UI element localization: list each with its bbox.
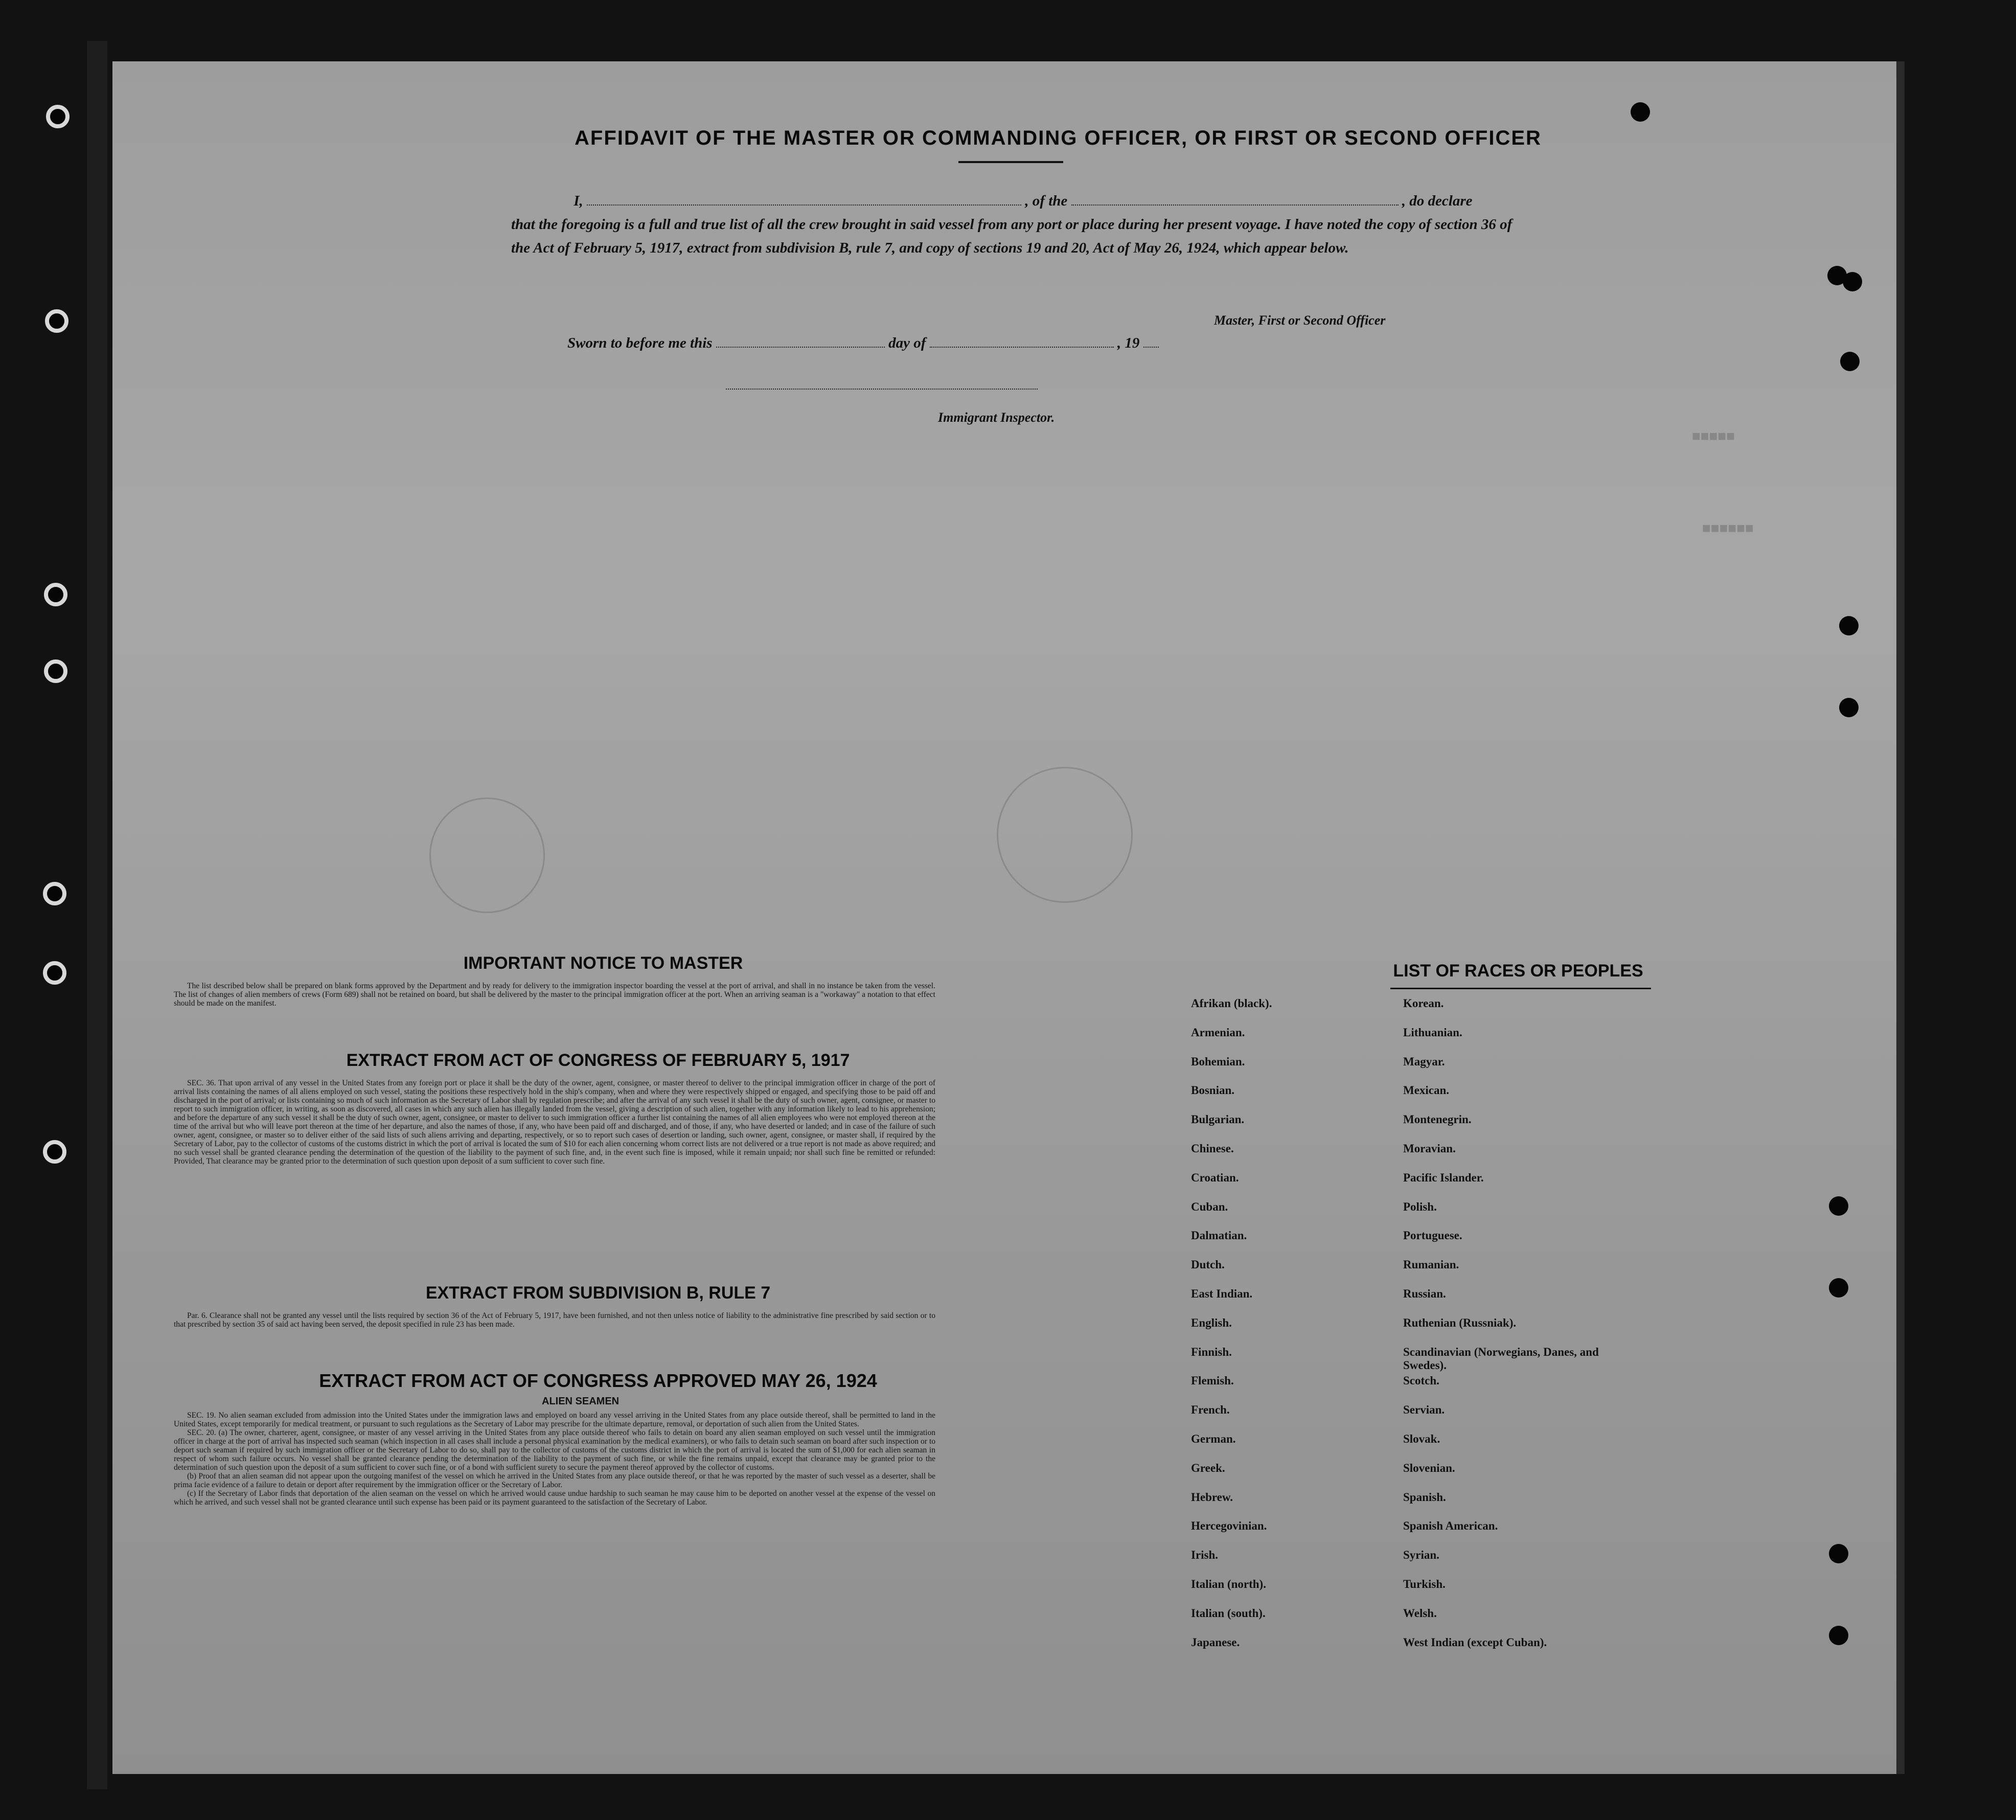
race-item: West Indian (except Cuban). xyxy=(1403,1635,1547,1649)
declaration-of-the: , of the xyxy=(1025,193,1068,209)
race-item: Magyar. xyxy=(1403,1055,1445,1068)
race-item: German. xyxy=(1191,1432,1236,1445)
race-item: Greek. xyxy=(1191,1461,1225,1474)
race-item: Servian. xyxy=(1403,1403,1445,1417)
faded-stamp xyxy=(429,798,545,913)
race-item: Bohemian. xyxy=(1191,1055,1245,1068)
punch-dot xyxy=(1829,1196,1848,1216)
affidavit-declaration xyxy=(511,189,1636,260)
punch-dot xyxy=(1840,352,1860,371)
binder-hole xyxy=(43,1140,66,1164)
sworn-prefix: Sworn to before me this xyxy=(567,335,713,351)
race-item: Finnish. xyxy=(1191,1345,1232,1358)
bleed-through-text: ■■■■■■ xyxy=(1702,521,1754,537)
races-column-1 xyxy=(1191,997,1395,1665)
race-item: Bulgarian. xyxy=(1191,1113,1245,1126)
sworn-month-blank xyxy=(930,347,1114,348)
race-item: Spanish. xyxy=(1403,1490,1446,1504)
punch-dot xyxy=(1839,698,1859,717)
sec20b-paragraph: (b) Proof that an alien seaman did not appear upon the outgoing manifest of the vessel on which he arrived in the United States from any place outside thereof, or that he was reported by the master of such vessel as a deserter, shall be prima facie evidence of a failure to detain or deport after requirement by the immigration officer or the Secretary of Labor. xyxy=(174,1472,935,1489)
race-item: Irish. xyxy=(1191,1549,1219,1562)
sworn-year-label: , 19 xyxy=(1117,335,1140,351)
race-item: Ruthenian (Russniak). xyxy=(1403,1316,1517,1329)
notice-paragraph: The list described below shall be prepared on blank forms approved by the Department and by ready for delivery to the immigration inspector boarding the vessel at the port of arrival, and shall in no instance be taken from the vessel. The list of changes of alien members of crews (Form 689) shall not be retained on board, but shall be delivered by the master to the principal immigration officer at the port. When an arriving seaman is a "workaway" a notation to that effect should be made on the manifest. xyxy=(174,982,935,1008)
race-item: Russian. xyxy=(1403,1287,1446,1300)
race-item: Welsh. xyxy=(1403,1606,1437,1620)
race-item: Flemish. xyxy=(1191,1374,1234,1387)
race-item: Slovak. xyxy=(1403,1432,1440,1445)
title-underline xyxy=(958,161,1063,163)
race-item: Hercegovinian. xyxy=(1191,1519,1267,1533)
binder-hole xyxy=(45,309,68,333)
race-item: Armenian. xyxy=(1191,1026,1245,1039)
binding-edge xyxy=(87,41,107,1789)
extract-1917-heading: EXTRACT FROM ACT OF CONGRESS OF FEBRUARY 5, 1917 xyxy=(346,1051,850,1070)
race-item: Croatian. xyxy=(1191,1171,1239,1184)
race-item: Dutch. xyxy=(1191,1258,1225,1271)
document-sheet xyxy=(112,61,1905,1774)
race-item: Turkish. xyxy=(1403,1577,1446,1590)
race-item: Pacific Islander. xyxy=(1403,1171,1484,1184)
sworn-year-blank xyxy=(1143,347,1159,348)
race-item: French. xyxy=(1191,1403,1230,1417)
race-item: Polish. xyxy=(1403,1200,1437,1213)
race-item: Japanese. xyxy=(1191,1635,1240,1649)
signature-label: Master, First or Second Officer xyxy=(1214,313,1386,328)
extract-1917-paragraph: SEC. 36. That upon arrival of any vessel in the United States from any foreign port or place it shall be the duty of the owner, agent, consignee, or master thereof to deliver to the principal immigration officer in charge of the port of arrival lists containing the names of all aliens employed on such vessel, stating the positions these respectively hold in the ship's company, when and where they were respectively shipped or engaged, and specifying those to be paid off and discharged in the port of arrival; or lists containing so much of such information as the Secretary of Labor shall by regulation prescribe; and after the arrival of any such vessel it shall be the duty of such owner, agent, consignee, or master to report to such immigration officer, in writing, as soon as discovered, all cases in which any such alien has illegally landed from the vessel, giving a description of such alien, together with any information likely to lead to his apprehension; and before the departure of any such vessel it shall be the duty of such owner, agent, consignee, or master to deliver to such immigration officer a further list containing the names of all alien employees who were not employed thereon at the time of the arrival but who will leave port thereon at the time of her departure, and also the names of those, if any, who have been paid off and discharged, and of those, if any, who have deserted or landed; and in case of the failure of such owner, agent, consignee, or master so to deliver either of the said lists of such aliens arriving and departing, respectively, or so to report such cases of desertion or landing, such owner, agent, consignee, or master shall, if required by the Secretary of Labor, pay to the collector of customs of the customs district in which the port of arrival is located the sum of $10 for each alien concerning whom correct lists are not delivered or a true report is not made as above required; and no such vessel shall be granted clearance pending the determination of the question of the liability to the payment of such fine, and, in the event such fine is imposed, while it remain unpaid; nor shall such fine be remitted or refunded: Provided, That clearance may be granted prior to the determination of such question upon deposit of a sum sufficient to cover such fine. xyxy=(174,1079,935,1166)
binder-hole xyxy=(43,882,66,905)
race-item: Mexican. xyxy=(1403,1084,1450,1097)
officer-name-blank xyxy=(587,204,1021,206)
punch-dot xyxy=(1843,272,1862,291)
races-heading: LIST OF RACES OR PEOPLES xyxy=(1393,961,1643,981)
notice-heading: IMPORTANT NOTICE TO MASTER xyxy=(463,953,743,973)
faded-stamp xyxy=(997,767,1133,903)
race-item: Hebrew. xyxy=(1191,1490,1233,1504)
race-item: Montenegrin. xyxy=(1403,1113,1472,1126)
declaration-i: I, xyxy=(574,193,583,209)
sworn-line xyxy=(567,335,1159,352)
extract-rule7-heading: EXTRACT FROM SUBDIVISION B, RULE 7 xyxy=(425,1283,771,1303)
race-item: East Indian. xyxy=(1191,1287,1253,1300)
sec20c-paragraph: (c) If the Secretary of Labor finds that deportation of the alien seaman on the vessel on which he arrived would cause undue hardship to such seaman he may cause him to be deported on another vessel at the expense of the vessel on which he arrived, and such vessel shall not be granted clearance until such expense has been paid or its payment guaranteed to the satisfaction of the Secretary of Labor. xyxy=(174,1489,935,1507)
race-item: Bosnian. xyxy=(1191,1084,1235,1097)
punch-dot xyxy=(1839,616,1859,635)
races-heading-underline xyxy=(1390,988,1651,989)
inspector-signature-blank xyxy=(726,389,1038,390)
race-item: Rumanian. xyxy=(1403,1258,1459,1271)
punch-dot xyxy=(1829,1278,1848,1298)
extract-1917-text xyxy=(174,1079,935,1166)
race-item: Scandinavian (Norwegians, Danes, and Swedes). xyxy=(1403,1345,1599,1372)
race-item: Korean. xyxy=(1403,997,1444,1010)
alien-seamen-subheading: ALIEN SEAMEN xyxy=(542,1396,620,1407)
sworn-date-blank xyxy=(716,347,885,348)
bleed-through-text: ■■■■■ xyxy=(1692,429,1735,445)
punch-dot xyxy=(1829,1544,1848,1563)
race-item: Italian (south). xyxy=(1191,1606,1266,1620)
race-item: Afrikan (black). xyxy=(1191,997,1272,1010)
races-column-2 xyxy=(1403,997,1623,1665)
vessel-name-blank xyxy=(1071,204,1399,206)
extract-rule7-paragraph: Par. 6. Clearance shall not be granted any vessel until the lists required by section 36 of the Act of February 5, 1917, have been furnished, and not then unless notice of liability to the administrative fine prescribed by said section or to that prescribed by section 35 of said act having been served, the deposit specified in rule 23 has been made. xyxy=(174,1311,935,1329)
notice-text xyxy=(174,982,935,1008)
race-item: Italian (north). xyxy=(1191,1577,1266,1590)
race-item: Chinese. xyxy=(1191,1142,1234,1155)
extract-1924-heading: EXTRACT FROM ACT OF CONGRESS APPROVED MAY 26, 1924 xyxy=(319,1370,877,1391)
declaration-end: , do declare xyxy=(1402,193,1473,209)
sworn-day-label: day of xyxy=(888,335,926,351)
sec20a-paragraph: SEC. 20. (a) The owner, charterer, agent, consignee, or master of any vessel arriving in the United States from any place outside thereof who fails to detain on board any alien seaman employed on such vessel until the immigration officer in charge at the port of arrival has inspected such seaman (which inspection in all cases shall include a personal physical examination by the medical examiners), or who fails to detain such seaman on board after such inspection or to deport such seaman if required by such immigration officer or the Secretary of Labor to do so, shall pay to the collector of customs of the customs district in which the port of arrival is located the sum of $1,000 for each alien seaman in respect of whom such failure occurs. No vessel shall be granted clearance pending the determination of the liability to the payment of such fine, or while the fine remains unpaid, except that clearance may be granted prior to the determination of such question upon the deposit of a sum sufficient to cover such fine, or of a bond with sufficient surety to secure the payment thereof approved by the collector of customs. xyxy=(174,1428,935,1472)
race-item: Spanish American. xyxy=(1403,1519,1498,1533)
punch-dot xyxy=(1829,1626,1848,1645)
race-item: Dalmatian. xyxy=(1191,1229,1247,1242)
race-item: Moravian. xyxy=(1403,1142,1456,1155)
race-item: English. xyxy=(1191,1316,1232,1329)
inspector-label: Immigrant Inspector. xyxy=(938,410,1055,425)
binder-hole xyxy=(44,659,67,683)
race-item: Lithuanian. xyxy=(1403,1026,1462,1039)
binder-hole xyxy=(43,961,66,985)
declaration-body: that the foregoing is a full and true list of all the crew brought in said vessel from any port or place during her present voyage. I have noted the copy of section 36 of the Act of February 5, 1917, extract from subdivision B, rule 7, and copy of sections 19 and 20, Act of May 26, 1924, which appear below. xyxy=(511,216,1513,256)
race-item: Portuguese. xyxy=(1403,1229,1462,1242)
affidavit-title: AFFIDAVIT OF THE MASTER OR COMMANDING OFFICER, OR FIRST OR SECOND OFFICER xyxy=(575,127,1542,149)
extract-rule7-text xyxy=(174,1311,935,1329)
race-item: Slovenian. xyxy=(1403,1461,1455,1474)
extract-1924-text xyxy=(174,1411,935,1507)
sec19-paragraph: SEC. 19. No alien seaman excluded from admission into the United States under the immigration laws and employed on board any vessel arriving in the United States from any place outside thereof, shall be permitted to land in the United States, except temporarily for medical treatment, or pursuant to such regulations as the Secretary of Labor may prescribe for the ultimate departure, removal, or deportation of such alien from the United States. xyxy=(174,1411,935,1428)
race-item: Cuban. xyxy=(1191,1200,1228,1213)
punch-dot xyxy=(1631,102,1650,122)
binder-hole xyxy=(46,105,70,128)
race-item: Syrian. xyxy=(1403,1549,1439,1562)
race-item: Scotch. xyxy=(1403,1374,1439,1387)
binder-hole xyxy=(44,583,67,606)
